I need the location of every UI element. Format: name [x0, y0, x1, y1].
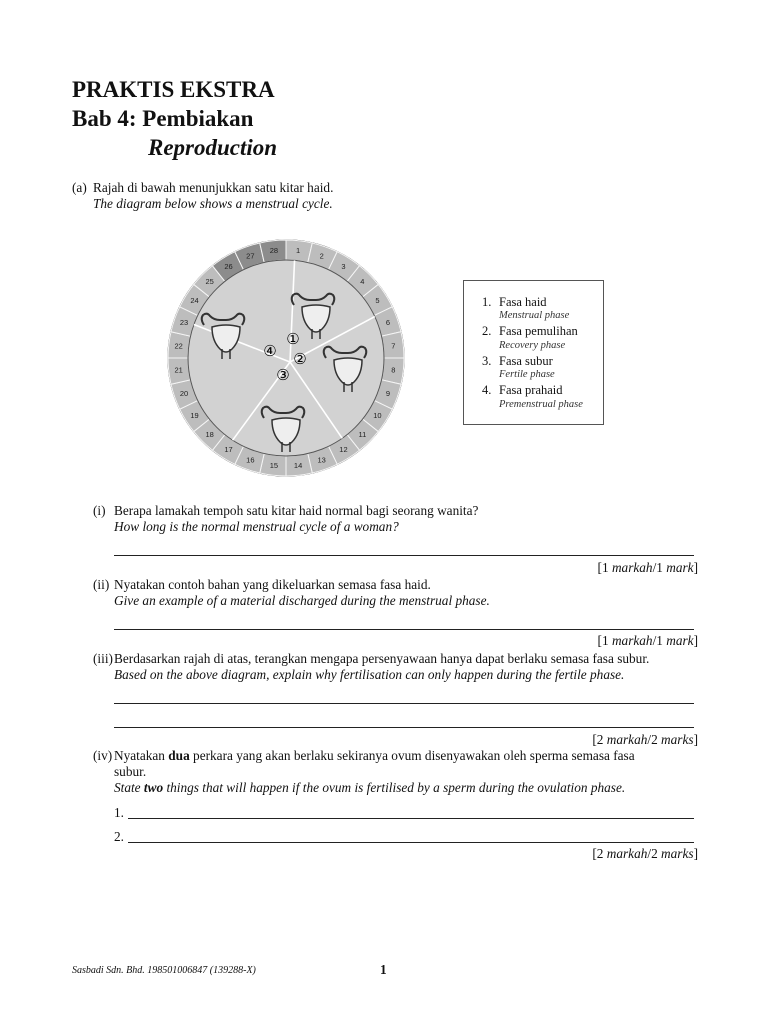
- day-label: 16: [246, 455, 255, 465]
- question-iv-text-line2: subur.: [114, 764, 147, 779]
- question-iii-label: (iii): [93, 651, 113, 666]
- question-iii-text: Berdasarkan rajah di atas, terangkan mengapa persenyawaan hanya dapat berlaku semasa fasa subur.: [114, 651, 650, 666]
- day-label: 3: [341, 262, 346, 272]
- question-a-label: (a): [72, 180, 87, 195]
- legend-item-4: 4. Fasa prahaid: [482, 383, 563, 397]
- legend-item-1-sub: Menstrual phase: [499, 310, 570, 321]
- day-label: 5: [375, 296, 380, 306]
- day-label: 27: [246, 251, 255, 261]
- menstrual-cycle-diagram: [166, 238, 406, 478]
- day-label: 20: [179, 389, 189, 399]
- answer-line-iii-1[interactable]: [114, 703, 694, 704]
- question-iv-text: Nyatakan dua perkara yang akan berlaku sekiranya ovum disenyawakan oleh sperma semasa fasa: [114, 748, 635, 763]
- day-label: 17: [224, 444, 233, 454]
- question-a-text-en: The diagram below shows a menstrual cycle.: [93, 196, 333, 211]
- question-iv-text-en: State two things that will happen if the ovum is fertilised by a sperm during the ovulation phase.: [114, 780, 626, 795]
- day-label: 15: [269, 460, 279, 470]
- answer-label-1: 1.: [114, 805, 124, 820]
- phase-label-3: ③: [276, 366, 290, 384]
- question-ii-text-en: Give an example of a material discharged during the menstrual phase.: [114, 593, 490, 608]
- day-label: 19: [190, 410, 199, 420]
- legend-item-3: 3. Fasa subur: [482, 354, 553, 368]
- day-label: 7: [391, 341, 396, 351]
- day-label: 12: [339, 444, 348, 454]
- day-label: 25: [205, 277, 214, 287]
- marks-ii: [1 markah/1 mark]: [597, 633, 698, 648]
- question-a-text: Rajah di bawah menunjukkan satu kitar haid.: [93, 180, 334, 195]
- question-ii-text: Nyatakan contoh bahan yang dikeluarkan semasa fasa haid.: [114, 577, 431, 592]
- day-label: 21: [174, 365, 183, 375]
- answer-line-iii-2[interactable]: [114, 727, 694, 728]
- legend-item-2-sub: Recovery phase: [499, 340, 566, 351]
- question-i-text-en: How long is the normal menstrual cycle of a woman?: [114, 519, 399, 534]
- question-iii-text-en: Based on the above diagram, explain why fertilisation can only happen during the fertile phase.: [114, 667, 625, 682]
- answer-line-i[interactable]: [114, 555, 694, 556]
- day-label: 4: [360, 277, 365, 287]
- marks-iii: [2 markah/2 marks]: [592, 732, 698, 747]
- day-label: 24: [190, 296, 199, 306]
- phase-label-4: ④: [263, 342, 277, 360]
- legend-item-3-sub: Fertile phase: [499, 369, 555, 380]
- question-i-text: Berapa lamakah tempoh satu kitar haid normal bagi seorang wanita?: [114, 503, 479, 518]
- phase-legend: [463, 280, 604, 425]
- answer-line-ii[interactable]: [114, 629, 694, 630]
- day-label: 23: [179, 317, 189, 327]
- phase-label-2: ②: [293, 350, 307, 368]
- marks-i: [1 markah/1 mark]: [597, 560, 698, 575]
- day-label: 26: [224, 262, 233, 272]
- day-label: 1: [296, 246, 301, 256]
- day-label: 9: [385, 389, 391, 399]
- answer-line-iv-2[interactable]: [128, 842, 694, 843]
- day-label: 2: [319, 251, 324, 261]
- marks-iv: [2 markah/2 marks]: [592, 846, 698, 861]
- answer-line-iv-1[interactable]: [128, 818, 694, 819]
- legend-item-4-sub: Premenstrual phase: [499, 399, 583, 410]
- day-label: 8: [391, 365, 396, 375]
- legend-item-1: 1. Fasa haid: [482, 295, 547, 309]
- day-label: 10: [373, 410, 382, 420]
- phase-label-1: ①: [286, 330, 300, 348]
- day-label: 18: [205, 429, 214, 439]
- chapter-title-en: Reproduction: [148, 135, 278, 160]
- day-label: 22: [174, 341, 183, 351]
- answer-label-2: 2.: [114, 829, 124, 844]
- page-title: PRAKTIS EKSTRA: [72, 77, 275, 102]
- day-label: 13: [317, 455, 326, 465]
- day-label: 14: [293, 460, 303, 470]
- day-label: 6: [385, 317, 391, 327]
- day-label: 11: [358, 429, 367, 439]
- day-label: 28: [269, 246, 279, 256]
- question-i-label: (i): [93, 503, 106, 518]
- chapter-title: Bab 4: Pembiakan: [72, 106, 254, 131]
- footer-publisher: Sasbadi Sdn. Bhd. 198501006847 (139288-X): [72, 965, 256, 976]
- question-ii-label: (ii): [93, 577, 110, 592]
- legend-item-2: 2. Fasa pemulihan: [482, 324, 578, 338]
- page-number: 1: [380, 962, 387, 977]
- question-iv-label: (iv): [93, 748, 113, 763]
